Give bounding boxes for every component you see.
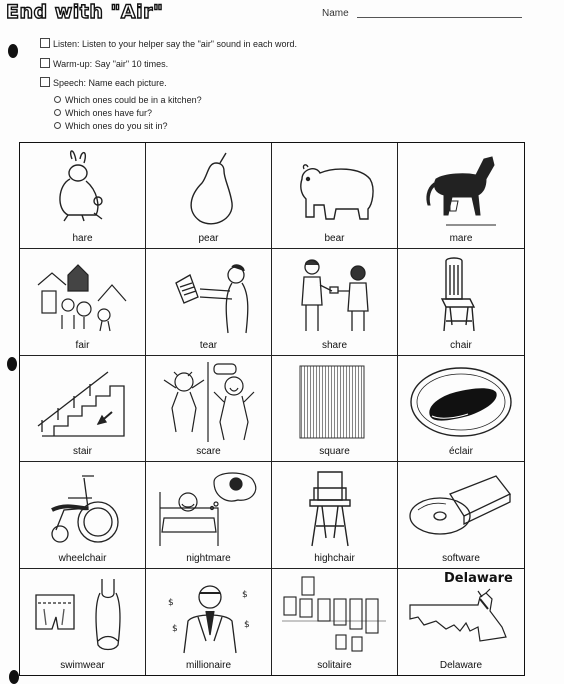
card-word: chair: [450, 339, 472, 351]
svg-text:$: $: [244, 619, 250, 630]
picture-card: [272, 462, 398, 568]
picture-card: [146, 356, 272, 462]
card-word: mare: [449, 233, 473, 245]
checkbox: [40, 77, 50, 87]
picture-card: [146, 249, 272, 355]
tear-icon: [154, 255, 264, 335]
card-word: software: [442, 552, 480, 564]
picture-card: [20, 143, 146, 249]
punch-hole: [9, 670, 19, 684]
map-label: Delaware: [444, 570, 513, 586]
card-word: highchair: [314, 552, 355, 564]
solitaire-icon: [280, 575, 390, 655]
punch-hole: [7, 357, 17, 371]
fair-icon: [28, 255, 138, 335]
picture-card: [398, 462, 524, 568]
card-word: wheelchair: [58, 552, 107, 564]
millionaire-icon: [154, 575, 264, 655]
picture-card: [20, 462, 146, 568]
card-word: stair: [73, 446, 92, 458]
picture-card: [272, 249, 398, 355]
punch-hole: [8, 44, 18, 58]
picture-card: [146, 569, 272, 675]
card-word: millionaire: [185, 660, 231, 671]
picture-card: [146, 462, 272, 568]
card-word: hare: [72, 233, 93, 245]
name-label: Name: [322, 8, 349, 19]
card-word: nightmare: [186, 552, 231, 564]
chair-icon: [406, 255, 516, 335]
bear-icon: [280, 149, 390, 229]
software-icon: [406, 468, 516, 548]
name-line: [357, 17, 522, 18]
card-word: scare: [196, 446, 221, 458]
card-word: bear: [324, 233, 345, 245]
instruction-warmup: Warm-up: Say "air" 10 times.: [40, 58, 168, 69]
hare-icon: [28, 149, 138, 229]
wheelchair-icon: [28, 468, 138, 548]
picture-card: [398, 356, 524, 462]
picture-card: [20, 356, 146, 462]
picture-card: [398, 249, 524, 355]
instruction-listen: Listen: Listen to your helper say the "air" sound in each word.: [40, 38, 297, 49]
square-icon: [280, 362, 390, 442]
svg-text:$: $: [168, 597, 174, 608]
picture-card: [272, 569, 398, 675]
card-word: tear: [199, 339, 218, 351]
delaware-map-icon: [406, 575, 516, 655]
card-word: square: [319, 446, 350, 458]
share-icon: [280, 255, 390, 335]
card-word: éclair: [449, 446, 473, 458]
checkbox: [40, 58, 50, 68]
question-item: Which ones do you sit in?: [54, 121, 168, 131]
card-word: swimwear: [60, 660, 105, 671]
picture-card: [146, 143, 272, 249]
picture-card: [272, 356, 398, 462]
eclair-icon: [406, 362, 516, 442]
pear-icon: [154, 149, 264, 229]
card-word: pear: [198, 233, 219, 245]
checkbox: [40, 38, 50, 48]
highchair-icon: [280, 468, 390, 548]
picture-card: [20, 249, 146, 355]
swimwear-icon: [28, 575, 138, 655]
svg-text:$: $: [172, 623, 178, 634]
card-word: fair: [75, 339, 90, 351]
picture-grid: [19, 142, 525, 676]
question-item: Which ones could be in a kitchen?: [54, 95, 202, 105]
card-word: Delaware: [439, 660, 483, 671]
page-title: End with "Air": [6, 1, 164, 23]
scare-icon: [154, 362, 264, 442]
stair-icon: [28, 362, 138, 442]
nightmare-icon: [154, 468, 264, 548]
picture-card: [20, 569, 146, 675]
mare-icon: [406, 149, 516, 229]
picture-card: [398, 143, 524, 249]
card-word: solitaire: [317, 660, 352, 671]
picture-card: [398, 569, 524, 675]
card-word: share: [321, 339, 347, 351]
svg-text:$: $: [242, 589, 248, 600]
instruction-speech: Speech: Name each picture.: [40, 77, 167, 88]
picture-card: [272, 143, 398, 249]
question-item: Which ones have fur?: [54, 108, 152, 118]
